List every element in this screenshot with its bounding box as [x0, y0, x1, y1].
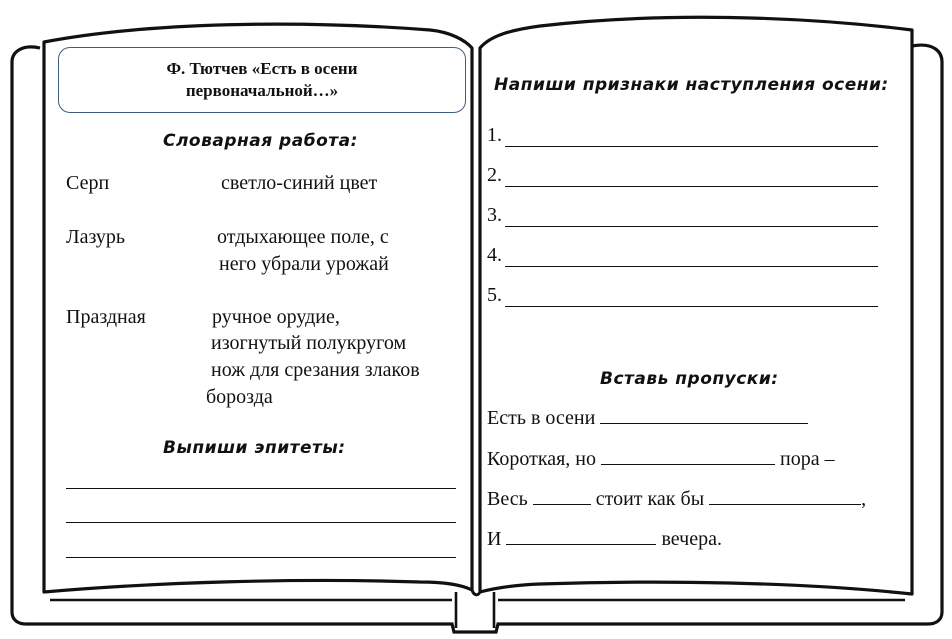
gap-blank-4[interactable]	[709, 486, 861, 505]
vocab-definition-2b: него убрали урожай	[219, 253, 389, 275]
gap-line-3	[487, 486, 866, 511]
gap-line-3-text-c: ,	[861, 488, 867, 510]
gap-line-4-text-b: вечера.	[661, 528, 722, 550]
sign-number-2: 2.	[487, 164, 502, 186]
sign-number-3: 3.	[487, 204, 502, 226]
sign-answer-line-1[interactable]	[505, 146, 878, 147]
vocab-definition-3a: ручное орудие,	[212, 306, 340, 328]
gap-line-3-text-a: Весь	[487, 488, 528, 510]
vocab-definition-3b: изогнутый полукругом	[211, 332, 407, 354]
sign-number-1: 1.	[487, 124, 502, 146]
gap-line-1-text: Есть в осени	[487, 407, 596, 429]
gap-line-2	[487, 446, 835, 471]
gap-blank-5[interactable]	[506, 526, 656, 545]
sign-answer-line-4[interactable]	[505, 266, 878, 267]
signs-heading: Напиши признаки наступления осени:	[494, 75, 889, 95]
gap-line-1	[487, 405, 808, 430]
sign-answer-line-5[interactable]	[505, 306, 878, 307]
sign-answer-line-3[interactable]	[505, 226, 878, 227]
vocab-heading: Словарная работа:	[163, 131, 358, 151]
gaps-heading: Вставь пропуски:	[600, 369, 779, 389]
gap-line-2-text-a: Короткая, но	[487, 448, 597, 470]
vocab-term-1: Серп	[66, 172, 110, 194]
vocab-term-3: Праздная	[66, 306, 146, 328]
gap-line-3-text-b: стоит как бы	[595, 488, 705, 510]
gap-blank-2[interactable]	[601, 446, 775, 465]
vocab-definition-1: светло-синий цвет	[221, 172, 378, 194]
sign-number-4: 4.	[487, 244, 502, 266]
gap-blank-3[interactable]	[533, 486, 591, 505]
title-box	[58, 47, 466, 113]
epithet-answer-line-2[interactable]	[66, 522, 456, 523]
sign-number-5: 5.	[487, 284, 502, 306]
gap-line-4-text-a: И	[487, 528, 502, 550]
sign-answer-line-2[interactable]	[505, 186, 878, 187]
gap-line-4	[487, 526, 722, 551]
worksheet-title: Ф. Тютчев «Есть в осени первоначальной…»	[166, 59, 358, 100]
epithet-answer-line-1[interactable]	[66, 488, 456, 489]
vocab-definition-3c: нож для срезания злаков	[211, 359, 420, 381]
epithets-heading: Выпиши эпитеты:	[163, 438, 346, 458]
gap-line-2-text-b: пора –	[780, 448, 835, 470]
vocab-definition-3d: борозда	[206, 386, 273, 408]
gap-blank-1[interactable]	[600, 405, 808, 424]
vocab-definition-2a: отдыхающее поле, с	[217, 226, 389, 248]
epithet-answer-line-3[interactable]	[66, 557, 456, 558]
vocab-term-2: Лазурь	[66, 226, 126, 248]
